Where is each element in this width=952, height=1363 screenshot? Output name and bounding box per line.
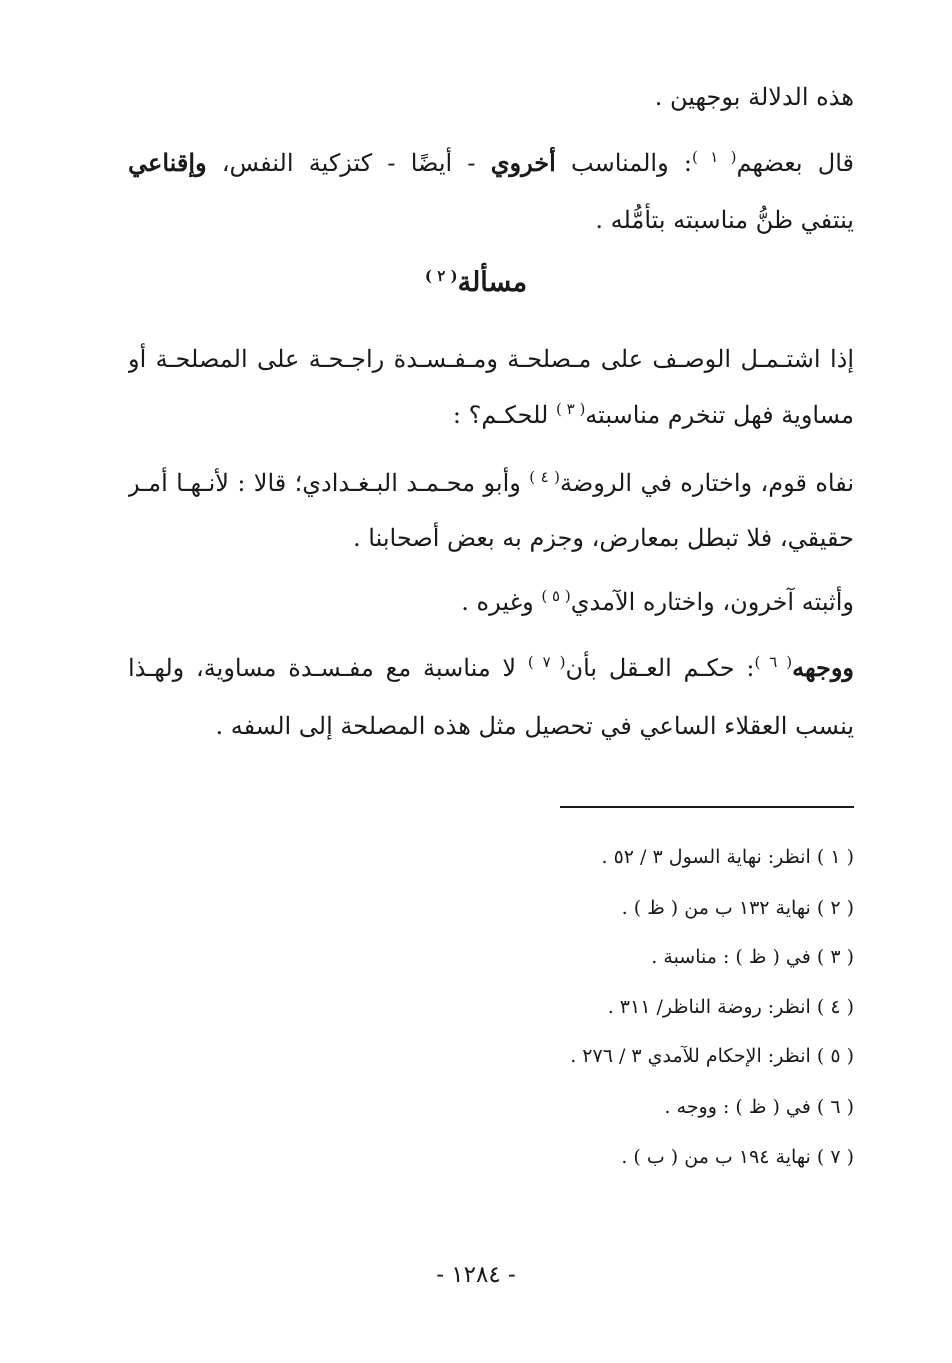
footnote-ref[interactable]: ( ١ ) xyxy=(691,148,737,166)
body-bold-term: أخروي xyxy=(490,148,556,177)
body-bold-term: وإقناعي xyxy=(128,148,207,177)
body-line-6 xyxy=(128,466,854,500)
body-text: قال بعضهم xyxy=(736,149,854,177)
page-number: - ١٢٨٤ - xyxy=(436,1262,516,1288)
footnote-separator xyxy=(560,806,854,808)
body-line-1 xyxy=(655,80,854,114)
body-text: ينتفي ظنُّ مناسبته بتأمُّله . xyxy=(595,206,854,234)
body-text: إذا اشتـمـل الوصـف على مـصلحـة ومـفـسـدة راجـحـة على المصلحـة أو xyxy=(128,345,854,373)
footnote-ref[interactable]: ( ٦ ) xyxy=(754,653,793,671)
footnote-2: ( ٢ ) نهاية ١٣٢ ب من ( ظ ) . xyxy=(621,897,854,919)
body-text: وأثبته آخرون، واختاره الآمدي xyxy=(570,588,854,616)
footnote-1: ( ١ ) انظر: نهاية السول ٣ / ٥٢ . xyxy=(601,846,854,868)
body-line-5 xyxy=(453,398,854,432)
body-text: لا مناسبة مع مفـسـدة مساوية، ولهـذا xyxy=(128,654,528,682)
heading-text: مسألة xyxy=(457,267,528,298)
body-text: للحكـم؟ : xyxy=(452,401,556,429)
body-line-3 xyxy=(595,203,854,237)
footnote-ref[interactable]: ( ٢ ) xyxy=(424,267,458,285)
body-line-10 xyxy=(216,709,854,743)
body-bold-term: ووجهه xyxy=(792,653,854,682)
body-text: : والمناسب xyxy=(555,149,692,177)
footnote-ref[interactable]: ( ٥ ) xyxy=(541,587,571,605)
section-heading xyxy=(0,265,952,301)
footnote-ref[interactable]: ( ٧ ) xyxy=(527,653,566,671)
body-text: ينسب العقلاء الساعي في تحصيل مثل هذه المصلحة إلى السفه . xyxy=(215,712,854,740)
body-line-2 xyxy=(128,146,854,180)
footnote-3: ( ٣ ) في ( ظ ) : مناسبة . xyxy=(651,946,854,968)
body-line-8 xyxy=(461,585,854,619)
body-line-9 xyxy=(128,651,854,685)
footnote-4: ( ٤ ) انظر: روضة الناظر/ ٣١١ . xyxy=(607,996,854,1018)
body-text: حقيقي، فلا تبطل بمعارض، وجزم به بعض أصحابنا . xyxy=(353,524,854,552)
body-text: - أيضًا - كتزكية النفس، xyxy=(206,149,491,177)
body-text: نفاه قوم، واختاره في الروضة xyxy=(560,469,854,497)
footnote-ref[interactable]: ( ٤ ) xyxy=(529,468,561,486)
body-text: وغيره . xyxy=(461,588,542,616)
footnote-7: ( ٧ ) نهاية ١٩٤ ب من ( ب ) . xyxy=(621,1146,854,1168)
body-text: مساوية فهل تنخرم مناسبته xyxy=(585,401,854,429)
footnote-5: ( ٥ ) انظر: الإحكام للآمدي ٣ / ٢٧٦ . xyxy=(570,1045,854,1067)
footnote-ref[interactable]: ( ٣ ) xyxy=(555,400,586,418)
body-text: : حكـم العـقل بأن xyxy=(565,654,755,682)
footnote-6: ( ٦ ) في ( ظ ) : ووجه . xyxy=(664,1096,854,1118)
body-line-4 xyxy=(128,342,854,376)
body-line-7 xyxy=(353,521,854,555)
body-text: وأبو محـمـد البـغـدادي؛ قالا : لأنـهـا أمـر xyxy=(128,469,530,497)
body-text: هذه الدلالة بوجهين . xyxy=(654,83,854,111)
